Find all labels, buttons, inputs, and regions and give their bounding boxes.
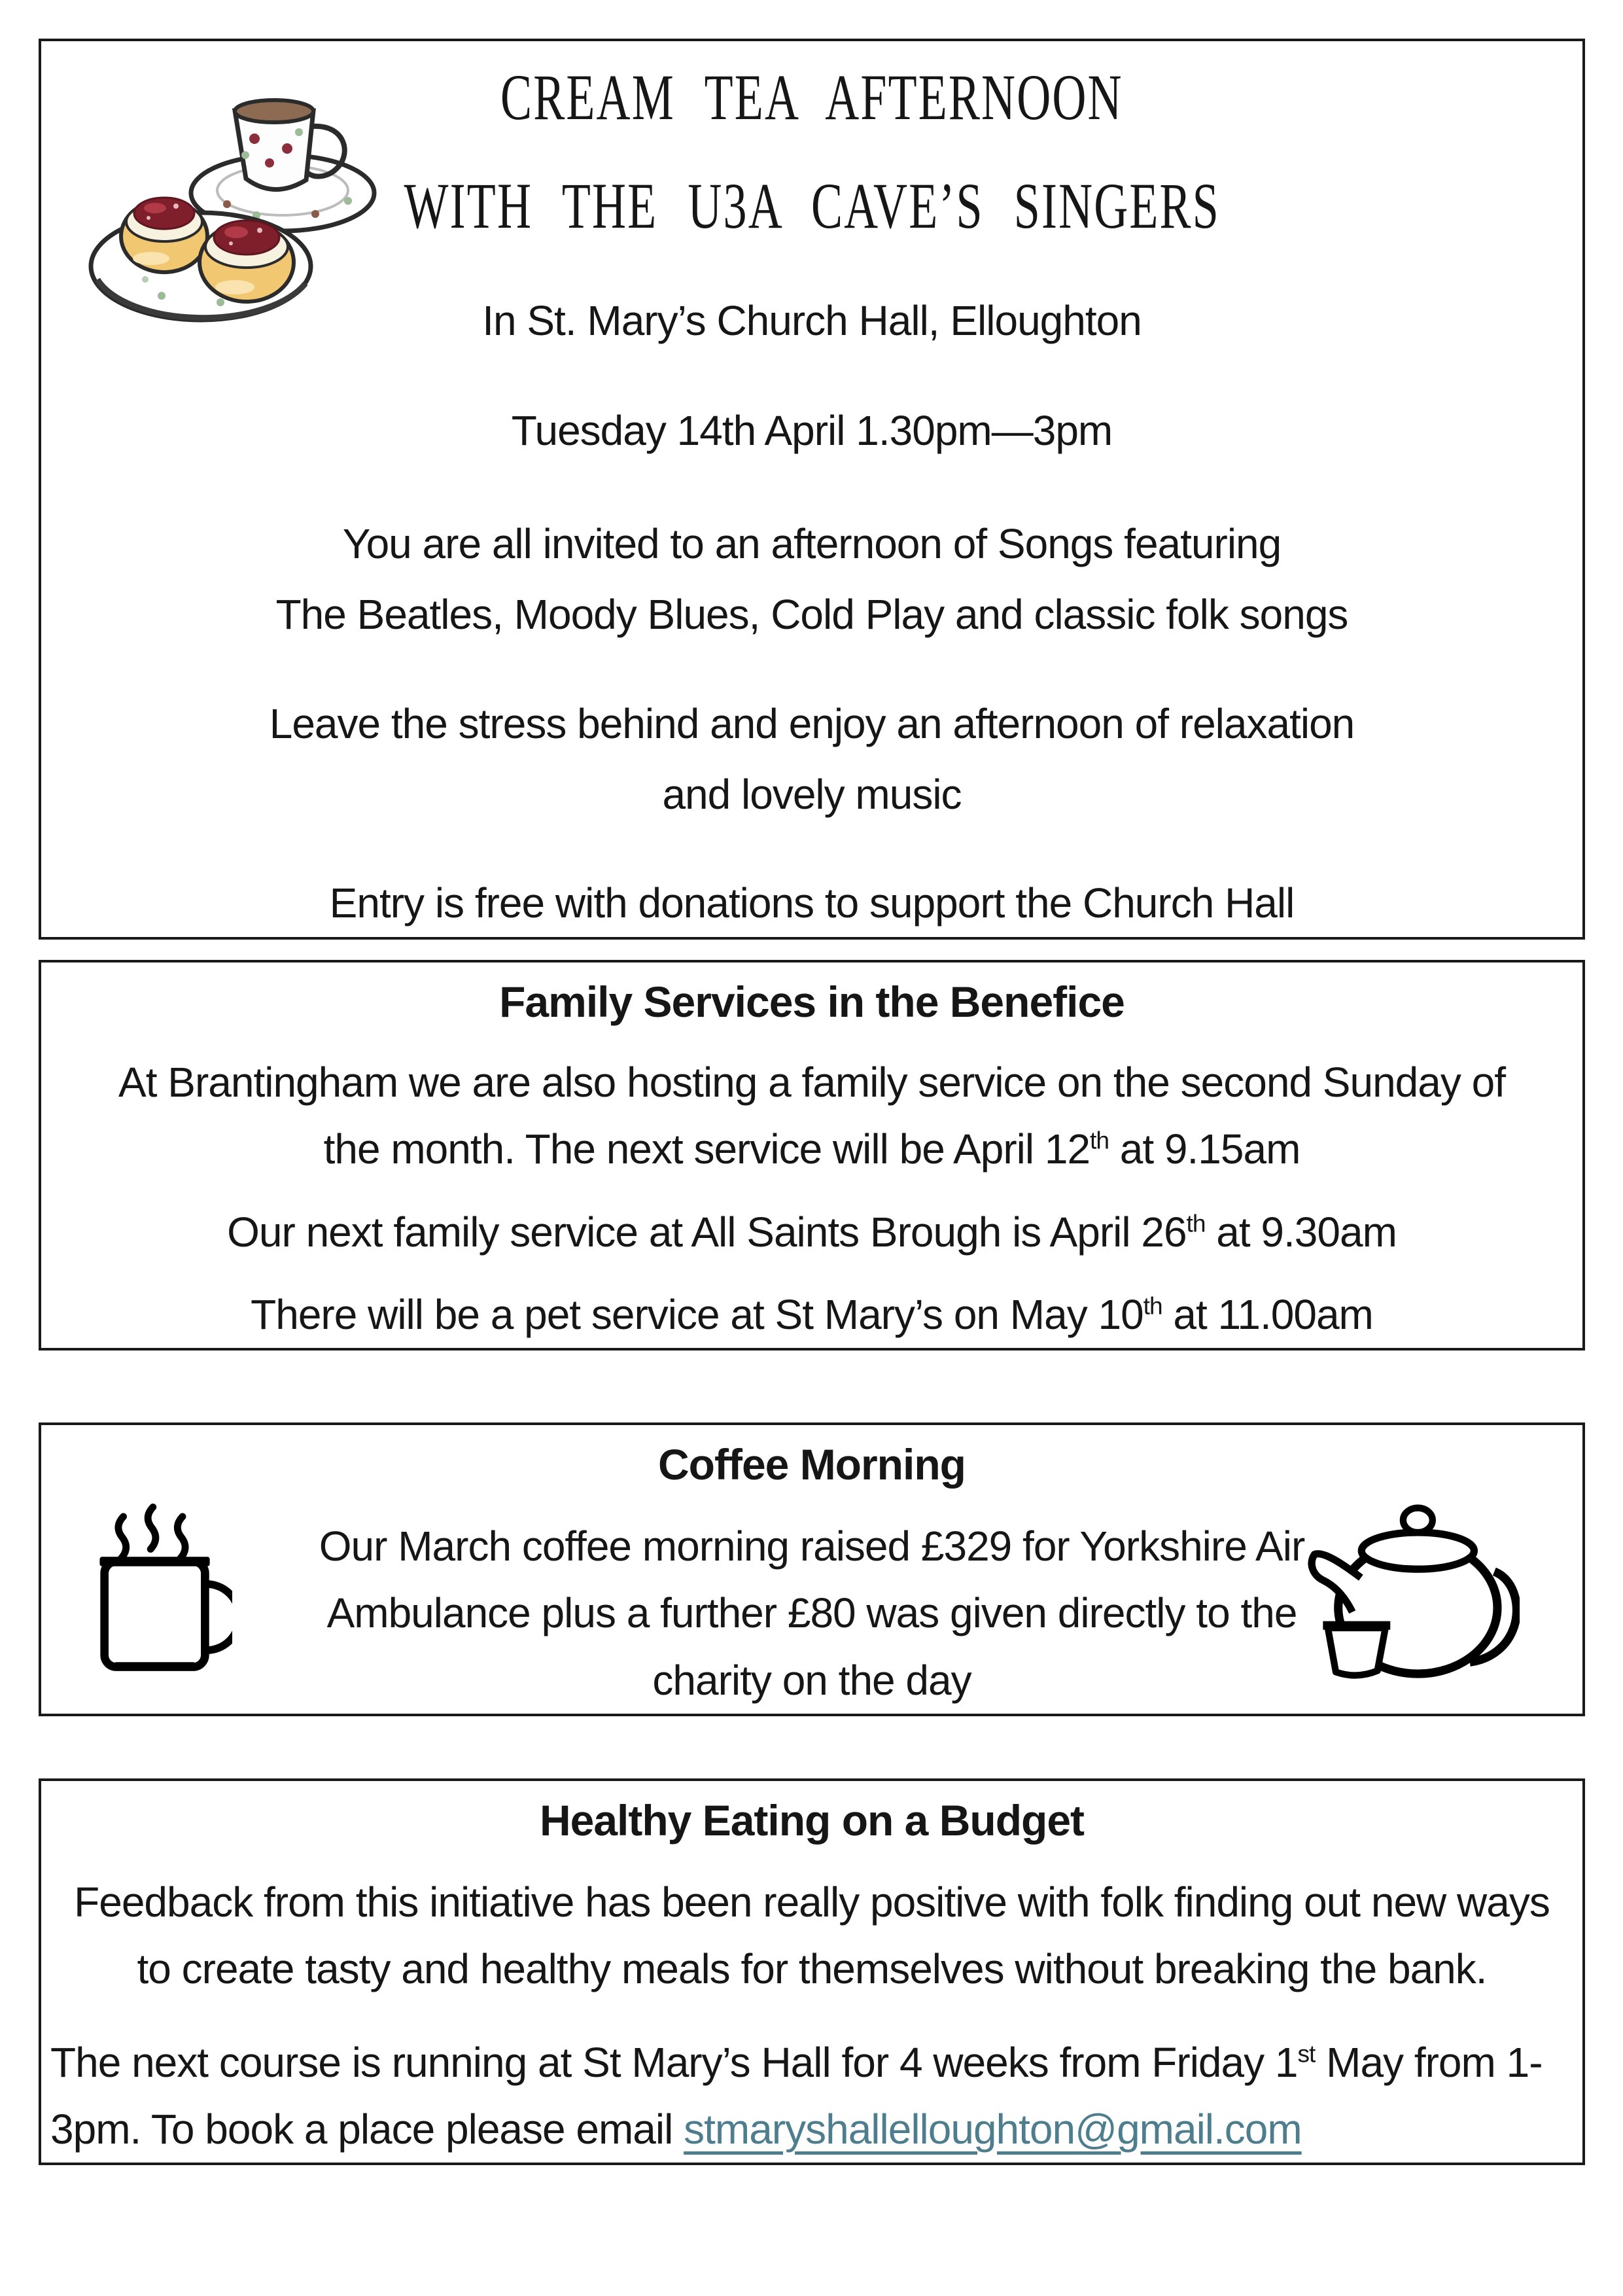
teacup (235, 100, 345, 190)
family-services-para1-text: At Brantingham we are also hosting a family service on the second Sunday of the month. The next service will be April 12 (118, 1058, 1505, 1173)
scone-right (200, 221, 294, 302)
cream-tea-location: In St. Mary’s Church Hall, Elloughton (482, 297, 1142, 344)
steam-lines (118, 1507, 185, 1559)
steaming-mug-icon (96, 1485, 232, 1682)
mug-body (99, 1557, 232, 1669)
family-services-para3-text: There will be a pet service at St Mary’s on May 10 (251, 1290, 1143, 1338)
coffee-morning-title: Coffee Morning (658, 1440, 966, 1489)
family-services-para3 (92, 1281, 1531, 1348)
cream-tea-card (39, 39, 1585, 940)
cream-tea-entry-line: Entry is free with donations to support the Church Hall (329, 879, 1295, 927)
family-services-para1 (92, 1049, 1531, 1183)
coffee-morning-body: Our March coffee morning raised £329 for Yorkshire Air Ambulance plus a further £80 was given directly to the charity on the day (319, 1522, 1305, 1704)
family-services-para3-time: at 11.00am (1162, 1290, 1373, 1338)
healthy-eating-title: Healthy Eating on a Budget (539, 1796, 1085, 1845)
scones-and-teacup-image (83, 70, 391, 332)
family-services-para1-time: at 9.15am (1108, 1125, 1300, 1173)
cream-tea-title-text2: WITH THE U3A CAVE’S SINGERS (404, 169, 1220, 242)
cream-tea-invite-line2: The Beatles, Moody Blues, Cold Play and classic folk songs (275, 591, 1348, 639)
tea-cup (1323, 1625, 1390, 1675)
ordinal-superscript: th (1143, 1292, 1162, 1320)
family-services-para2 (92, 1199, 1531, 1265)
cream-tea-invite-line1: You are all invited to an afternoon of Songs featuring (342, 520, 1282, 567)
ordinal-superscript: th (1090, 1126, 1109, 1154)
cream-tea-relax-line2: and lovely music (662, 770, 962, 818)
booking-email-link[interactable]: stmaryshallelloughton@gmail.com (684, 2105, 1302, 2153)
cream-tea-date-time: Tuesday 14th April 1.30pm—3pm (511, 407, 1113, 455)
healthy-eating-para2-text: The next course is running at St Mary’s Hall for 4 weeks from Friday 1 (50, 2038, 1298, 2086)
healthy-eating-card (39, 1778, 1585, 2165)
healthy-eating-para2-text2: May from 1-3pm. To book a place please email (50, 2038, 1543, 2153)
teapot-and-cup-icon (1304, 1494, 1520, 1684)
family-services-para2-time: at 9.30am (1205, 1208, 1397, 1256)
family-services-title: Family Services in the Benefice (499, 978, 1125, 1026)
family-services-card (39, 960, 1585, 1351)
ordinal-superscript: th (1186, 1209, 1206, 1237)
ordinal-superscript: st (1297, 2040, 1316, 2068)
coffee-morning-card (39, 1422, 1585, 1716)
scone-left (121, 198, 207, 272)
healthy-eating-para1: Feedback from this initiative has been really positive with folk finding out new ways to create tasty and healthy meals for themselves without breaking the bank. (74, 1878, 1550, 1993)
cream-tea-relax-line1: Leave the stress behind and enjoy an afternoon of relaxation (269, 699, 1355, 747)
healthy-eating-para2 (50, 2029, 1563, 2163)
cream-tea-title-text1: CREAM TEA AFTERNOON (500, 61, 1123, 133)
family-services-para2-text: Our next family service at All Saints Brough is April 26 (227, 1208, 1187, 1256)
